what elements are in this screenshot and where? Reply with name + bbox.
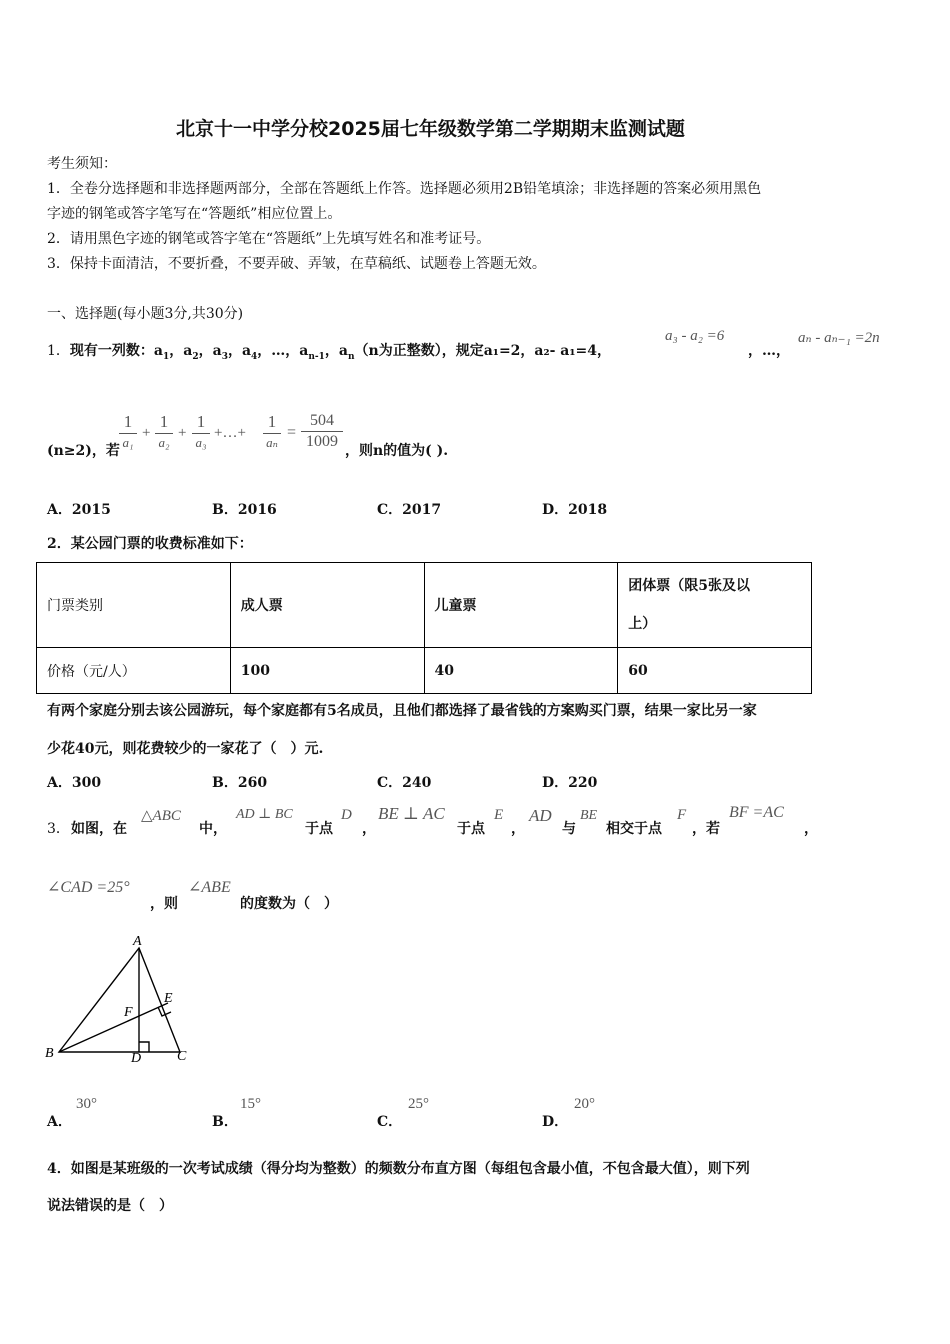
q1-fraction-4 (263, 412, 281, 451)
question-4-line-2: 说法错误的是（ ） (47, 1198, 173, 1214)
label-f: F (124, 1005, 133, 1020)
label-e: E (164, 991, 173, 1006)
q2-text-2: 少花40元，则花费较少的一家花了（ ）元. (47, 741, 324, 757)
q2-option-b[interactable]: B．260 (212, 775, 268, 791)
question-1-line-1: 1．现有一列数：$a_1$，$a_2$，$a_3$，$a_4$，…，$a_{n-1}$，$a_n(n$为正整数），规定a₁=2，a₂- a₁=4， (47, 343, 611, 362)
group-ticket-label: 团体票（限5张及以 (628, 578, 750, 594)
q3-text: 中， (199, 821, 227, 837)
q1-option-b[interactable]: B．2016 (212, 502, 277, 518)
equals-sign: = (287, 424, 297, 441)
q3-text: 相交于点 (606, 821, 662, 837)
fraction-numerator: 504 (310, 412, 334, 429)
q3-number: 3． (47, 821, 70, 837)
q3-text: ， (511, 821, 525, 837)
segment-be (59, 1003, 168, 1052)
notice-item-1-cont: 字迹的钢笔或答字笔写在“答题纸”相应位置上。 (47, 206, 342, 222)
q3-text: 的度数为（ ） (240, 896, 338, 912)
table-header-cell: 门票类别 (37, 563, 231, 648)
q1-line-2-end: ，则n的值为( ). (345, 443, 449, 459)
q1-seq-a: a (183, 343, 193, 359)
fraction-denominator: a₂ (158, 435, 170, 450)
q3-math-d: D (341, 807, 352, 823)
q1-number: 1． (47, 343, 70, 359)
q1-seq-a: a (299, 343, 309, 359)
q2-text-1: 有两个家庭分别去该公园游玩，每个家庭都有5名成员，且他们都选择了最省钱的方案购买门票，结果一家比另一家 (47, 703, 757, 719)
triangle-abc (59, 948, 180, 1052)
q2-option-c[interactable]: C．240 (377, 775, 432, 791)
q1-fraction-3 (192, 412, 210, 451)
plus-sign: + (178, 425, 187, 441)
q1-option-d[interactable]: D．2018 (542, 502, 608, 518)
notice-item-1: 1．全卷分选择题和非选择题两部分，全部在答题纸上作答。选择题必须用2B铅笔填涂；非选择题的答案必须用黑色 (47, 181, 762, 197)
q1-text: 现有一列数： (69, 343, 154, 359)
group-ticket-label-cont: 上） (628, 616, 657, 632)
fraction-numerator: 1 (159, 412, 169, 431)
q1-formula-a3-a2: a₃ - a₂ =6 (665, 328, 725, 344)
fraction-denominator: 1009 (306, 433, 338, 450)
q3-math-ad: AD (529, 806, 552, 825)
q1-seq-a: a (241, 343, 252, 359)
fraction-denominator: a₁ (122, 435, 134, 450)
q3-option-b-value: 15° (240, 1096, 261, 1112)
q3-math-angle-cad: ∠CAD =25° (47, 879, 130, 896)
table-cell: 价格（元/人） (37, 648, 231, 694)
q1-line-2-start: (n≥2)，若 (47, 443, 120, 459)
q3-text: ， (804, 821, 818, 837)
fraction-denominator: a₃ (195, 435, 207, 450)
q1-sub: n (348, 351, 355, 362)
q3-text: 于点 (305, 821, 333, 837)
question-4-line-1: 4．如图是某班级的一次考试成绩（得分均为整数）的频数分布直方图（每组包含最小值，不包含最大值），则下列 (47, 1161, 750, 1177)
q3-option-a[interactable]: A． (47, 1114, 72, 1130)
q3-math-f: F (677, 807, 687, 823)
section-heading: 一、选择题(每小题3分,共30分) (47, 306, 244, 322)
table-header-cell: 成人票 (230, 563, 424, 648)
q1-comma-dots: ，…， (748, 343, 790, 359)
table-header-cell-group (618, 563, 812, 648)
q3-math-ad-perp: AD ⊥ BC (236, 807, 293, 822)
q1-fraction-result (301, 412, 343, 451)
q1-fraction-2 (155, 412, 173, 451)
label-b: B (45, 1046, 54, 1061)
notice-heading: 考生须知： (47, 156, 117, 172)
fraction-numerator: 1 (196, 412, 206, 431)
q1-formula-an: aₙ - aₙ₋₁ =2n (798, 330, 880, 346)
q3-text: ， (362, 821, 376, 837)
table-header-cell: 儿童票 (424, 563, 618, 648)
q1-ellipsis: … (271, 343, 286, 359)
plus-sign: + (142, 425, 151, 441)
ticket-price-table (36, 562, 812, 694)
q3-text: 与 (562, 821, 576, 837)
q1-option-c[interactable]: C．2017 (377, 502, 442, 518)
q3-option-c-value: 25° (408, 1096, 429, 1112)
table-cell: 60 (618, 648, 812, 694)
q1-condition: a₁=2，a₂- a₁=4， (483, 343, 611, 359)
notice-item-2: 2．请用黑色字迹的钢笔或答字笔在“答题纸”上先填写姓名和准考证号。 (47, 231, 491, 247)
q1-text: （n为正整数），规定 (354, 343, 484, 359)
q3-text: 如图，在 (71, 821, 127, 837)
label-d: D (131, 1051, 142, 1066)
q3-math-bf-ac: BF =AC (729, 804, 784, 821)
table-row (37, 563, 812, 648)
q1-seq-a: a (212, 343, 222, 359)
q3-option-b[interactable]: B． (212, 1114, 238, 1130)
question-2-stem: 2．某公园门票的收费标准如下： (47, 536, 253, 552)
table-cell: 40 (424, 648, 618, 694)
q3-text: 于点 (457, 821, 485, 837)
q2-option-a[interactable]: A．300 (47, 775, 102, 791)
q3-math-be-perp: BE ⊥ AC (378, 804, 445, 823)
q1-option-a[interactable]: A．2015 (47, 502, 111, 518)
q1-seq-a: a (153, 343, 163, 359)
q3-math-angle-abe: ∠ABE (188, 879, 231, 896)
q3-math-be: BE (580, 808, 598, 823)
q2-option-d[interactable]: D．220 (542, 775, 598, 791)
table-row (37, 648, 812, 694)
q3-math-triangle: △ABC (141, 808, 181, 824)
q1-sub: n-1 (308, 351, 325, 362)
fraction-denominator: aₙ (266, 435, 278, 450)
q3-option-c[interactable]: C． (377, 1114, 403, 1130)
page-title: 北京十一中学分校2025届七年级数学第二学期期末监测试题 (176, 118, 685, 140)
notice-item-3: 3．保持卡面清洁，不要折叠，不要弄破、弄皱，在草稿纸、试题卷上答题无效。 (47, 256, 546, 272)
fraction-numerator: 1 (123, 412, 133, 431)
q1-fraction-1 (119, 412, 137, 451)
fraction-numerator: 1 (267, 412, 277, 431)
q3-option-a-value: 30° (76, 1096, 97, 1112)
table-cell: 100 (230, 648, 424, 694)
label-c: C (177, 1049, 187, 1064)
q3-text: ，若 (692, 821, 720, 837)
q1-seq-a: a (338, 343, 348, 359)
q3-math-e: E (494, 807, 504, 823)
triangle-figure (40, 928, 200, 1068)
q3-text: ，则 (150, 896, 178, 912)
q3-option-d[interactable]: D． (542, 1114, 569, 1130)
q1-dots: +…+ (214, 425, 246, 441)
q3-option-d-value: 20° (574, 1096, 595, 1112)
label-a: A (133, 934, 142, 949)
